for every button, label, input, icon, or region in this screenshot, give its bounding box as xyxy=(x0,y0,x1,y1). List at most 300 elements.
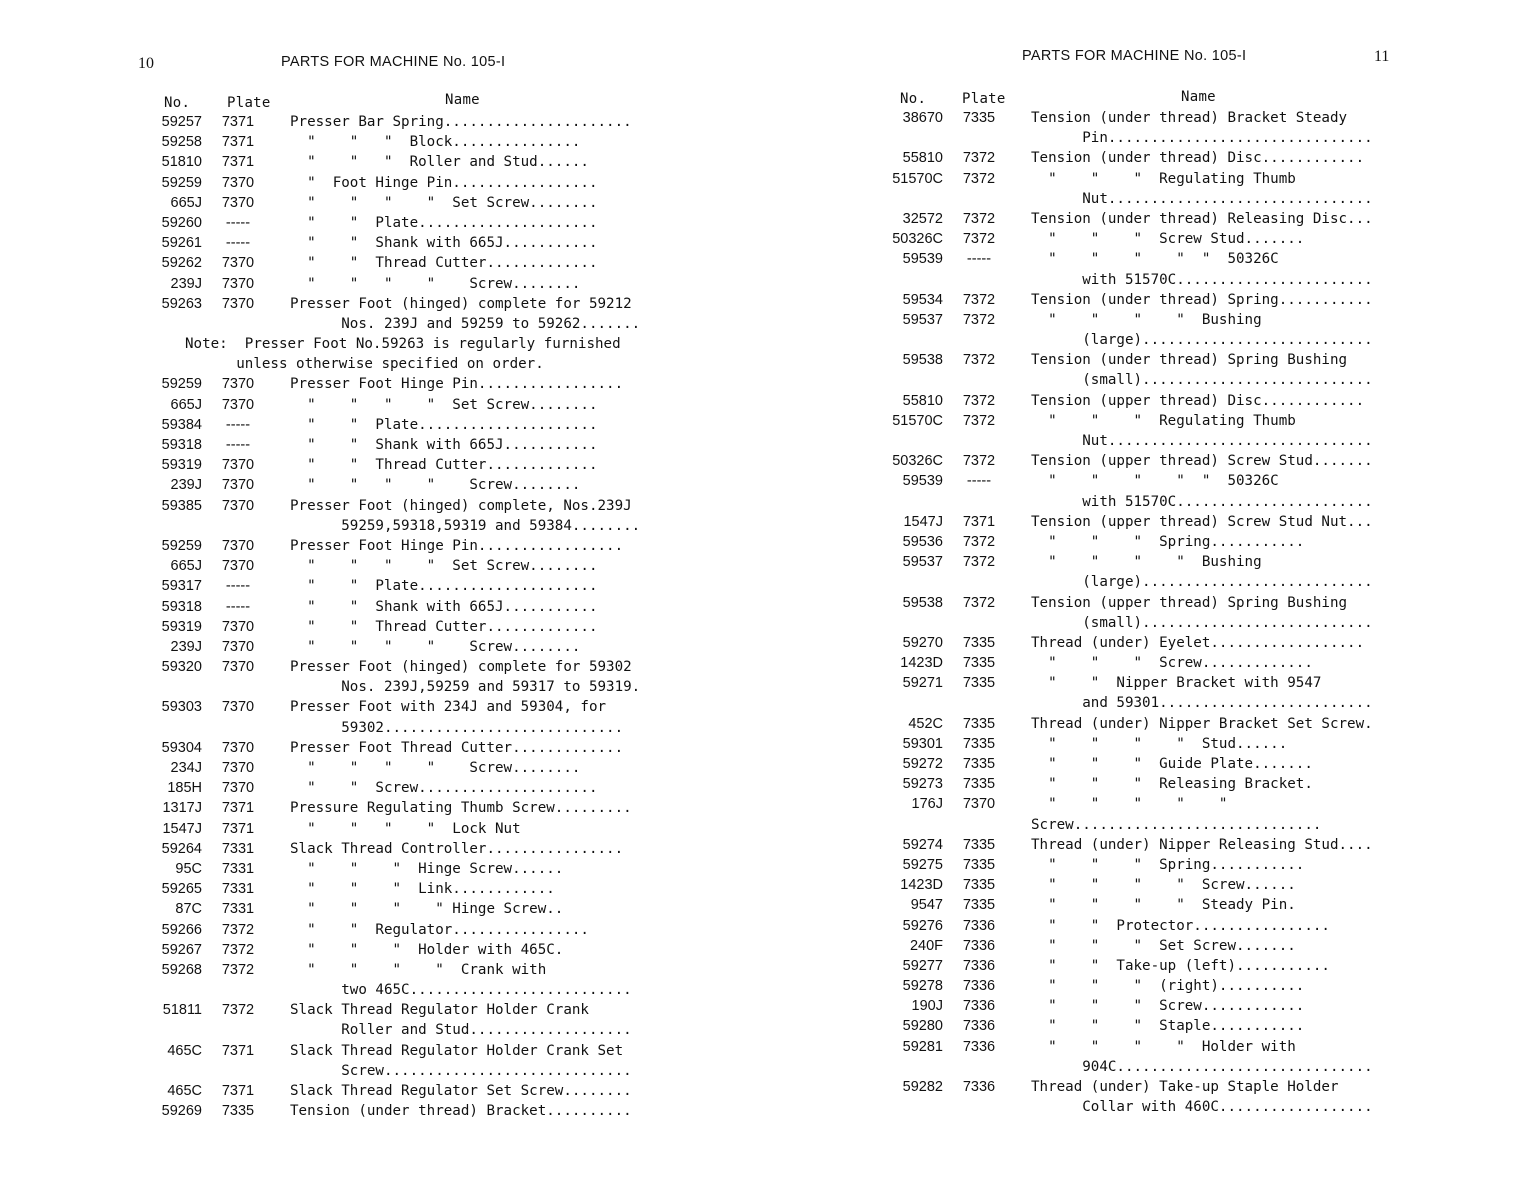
part-name: Slack Thread Regulator Holder Crank xyxy=(290,1002,589,1019)
part-name: " " " Roller and Stud...... xyxy=(290,154,589,171)
table-row xyxy=(881,370,1401,390)
table-row xyxy=(140,1020,700,1040)
table-row xyxy=(881,492,1401,512)
table-row xyxy=(881,1057,1401,1077)
part-name: " " " Screw............. xyxy=(1031,655,1313,672)
part-number: 59304 xyxy=(161,739,202,756)
plate-number: 7370 xyxy=(221,659,255,676)
part-number: 59318 xyxy=(161,598,202,615)
plate-number: 7370 xyxy=(221,396,255,413)
part-number: 50326C xyxy=(892,453,943,470)
part-number: 59280 xyxy=(902,1018,943,1035)
part-name: " " " Spring........... xyxy=(1031,856,1305,873)
part-name: Roller and Stud................... xyxy=(290,1022,632,1039)
part-number: 59537 xyxy=(902,554,943,571)
part-name: " " " Screw............ xyxy=(1031,998,1305,1015)
part-name: (large)........................... xyxy=(1031,332,1373,349)
table-row xyxy=(881,734,1401,754)
part-number: 59384 xyxy=(161,416,202,433)
table-row xyxy=(140,556,700,576)
plate-number: 7331 xyxy=(221,901,255,918)
table-row xyxy=(881,794,1401,814)
part-name: " " " Spring........... xyxy=(1031,533,1305,550)
part-number: 59277 xyxy=(902,957,943,974)
part-name: Slack Thread Regulator Set Screw........ xyxy=(290,1083,632,1099)
table-row xyxy=(881,693,1401,713)
part-number: 59539 xyxy=(902,251,943,268)
part-name: " " " Link............ xyxy=(290,881,555,898)
table-row xyxy=(140,940,700,960)
part-name: Tension (upper thread) Spring Bushing xyxy=(1031,594,1348,611)
table-row xyxy=(881,189,1401,209)
table-row xyxy=(140,314,700,334)
table-row xyxy=(881,128,1401,148)
plate-number: 7372 xyxy=(221,961,255,978)
part-number: 32572 xyxy=(902,210,943,227)
part-name: " " " " Bushing xyxy=(1031,311,1262,328)
table-row xyxy=(881,108,1401,128)
part-name: Tension (under thread) Spring Bushing xyxy=(1031,352,1348,369)
part-number: 59265 xyxy=(161,881,202,898)
part-number: 59303 xyxy=(161,699,202,716)
part-name: " " " " Stud...... xyxy=(1031,735,1288,752)
part-number: 1423D xyxy=(900,655,943,672)
table-row xyxy=(140,920,700,940)
part-name: Presser Foot Hinge Pin................. xyxy=(290,537,624,554)
parts-list xyxy=(140,112,700,1121)
plate-number: 7336 xyxy=(962,937,996,954)
part-name: " " " " Lock Nut xyxy=(290,820,521,837)
part-number: 452C xyxy=(908,715,943,732)
plate-number: 7335 xyxy=(962,655,996,672)
part-name: " " " " " 50326C xyxy=(1031,473,1279,490)
table-row xyxy=(140,738,700,758)
part-number: 59260 xyxy=(161,214,202,231)
part-name: " " Shank with 665J........... xyxy=(290,437,598,453)
part-name: " " " " Crank with xyxy=(290,961,547,978)
table-row xyxy=(881,633,1401,653)
table-row xyxy=(881,714,1401,734)
part-name: with 51570C....................... xyxy=(1031,493,1373,510)
part-name: " " " " Set Screw........ xyxy=(290,558,598,575)
part-number: 465C xyxy=(167,1083,202,1099)
table-row xyxy=(881,855,1401,875)
part-name: " Foot Hinge Pin................. xyxy=(290,174,598,191)
column-header-no: No. xyxy=(164,95,191,111)
part-name: " " Protector................ xyxy=(1031,917,1330,934)
table-row xyxy=(140,597,700,617)
part-name: Thread (under) Take-up Staple Holder xyxy=(1031,1079,1339,1095)
part-name: and 59301......................... xyxy=(1031,695,1373,712)
part-number: 59301 xyxy=(902,735,943,752)
table-row xyxy=(881,653,1401,673)
part-name: 59259,59318,59319 and 59384........ xyxy=(290,517,641,534)
part-name: " " Plate..................... xyxy=(290,416,598,433)
table-row xyxy=(140,637,700,657)
part-name: " " " " " 50326C xyxy=(1031,251,1279,268)
table-row xyxy=(140,516,700,536)
part-number: 59272 xyxy=(902,756,943,772)
part-number: 51811 xyxy=(162,1002,202,1019)
plate-number: ----- xyxy=(966,251,992,268)
table-row xyxy=(140,395,700,415)
table-row xyxy=(140,233,700,253)
table-row xyxy=(140,819,700,839)
table-row xyxy=(140,980,700,1000)
plate-number: 7336 xyxy=(962,978,996,995)
table-row xyxy=(881,835,1401,855)
part-name: Pin............................... xyxy=(1031,130,1373,147)
plate-number: 7370 xyxy=(221,457,255,474)
plate-number: 7372 xyxy=(221,941,255,958)
part-number: 240F xyxy=(909,937,943,954)
plate-number: 7370 xyxy=(221,174,255,191)
plate-number: ----- xyxy=(225,598,251,615)
part-name: two 465C.......................... xyxy=(290,982,632,999)
table-row xyxy=(881,613,1401,633)
part-name: unless otherwise specified on order. xyxy=(185,356,544,373)
table-row xyxy=(881,754,1401,774)
part-name: " " Shank with 665J........... xyxy=(290,598,598,615)
plate-number: 7370 xyxy=(221,275,255,292)
part-name: " " Thread Cutter............. xyxy=(290,457,598,474)
table-row xyxy=(881,148,1401,168)
plate-number: 7372 xyxy=(962,554,996,571)
part-name: " " Nipper Bracket with 9547 xyxy=(1031,675,1322,692)
table-row xyxy=(140,758,700,778)
part-number: 51810 xyxy=(161,154,202,171)
plate-number: 7370 xyxy=(221,537,255,554)
table-row xyxy=(140,496,700,516)
note-line xyxy=(140,354,700,374)
parts-list xyxy=(881,108,1401,1117)
plate-number: 7372 xyxy=(962,392,996,409)
table-row xyxy=(140,617,700,637)
part-number: 55810 xyxy=(902,392,943,409)
part-name: Slack Thread Regulator Holder Crank Set xyxy=(290,1042,624,1059)
table-row xyxy=(140,455,700,475)
table-row xyxy=(140,132,700,152)
table-row xyxy=(140,718,700,738)
plate-number: 7371 xyxy=(221,1083,255,1099)
part-number: 9547 xyxy=(910,897,943,914)
part-name: Nut............................... xyxy=(1031,433,1373,449)
part-name: Nut............................... xyxy=(1031,190,1373,207)
part-number: 59538 xyxy=(902,352,943,369)
part-name: Tension (under thread) Bracket Steady xyxy=(1031,110,1348,126)
part-name: (large)........................... xyxy=(1031,574,1373,591)
page-number: 11 xyxy=(1374,48,1390,65)
part-name: (small)........................... xyxy=(1031,372,1373,389)
part-name: Tension (upper thread) Disc............ xyxy=(1031,392,1365,409)
plate-number: 7372 xyxy=(962,412,996,429)
table-row xyxy=(881,249,1401,269)
part-number: 59320 xyxy=(161,659,202,676)
plate-number: 7335 xyxy=(962,897,996,914)
part-number: 59318 xyxy=(161,437,202,453)
table-row xyxy=(140,879,700,899)
table-row xyxy=(140,193,700,213)
table-row xyxy=(881,572,1401,592)
table-row xyxy=(140,213,700,233)
part-name: " " " Hinge Screw...... xyxy=(290,860,564,877)
plate-number: 7335 xyxy=(962,735,996,752)
plate-number: 7370 xyxy=(962,796,996,813)
part-name: Presser Foot with 234J and 59304, for xyxy=(290,699,607,716)
plate-number: 7372 xyxy=(962,352,996,369)
plate-number: 7335 xyxy=(962,634,996,651)
part-name: " " Regulator................ xyxy=(290,921,589,938)
table-row xyxy=(881,471,1401,491)
part-name: " " " Releasing Bracket. xyxy=(1031,776,1313,793)
plate-number: 7336 xyxy=(962,1018,996,1035)
plate-number: 7372 xyxy=(221,921,255,938)
table-row xyxy=(140,294,700,314)
plate-number: 7336 xyxy=(962,1079,996,1095)
part-number: 59269 xyxy=(161,1103,202,1120)
plate-number: 7371 xyxy=(221,114,255,130)
part-name: " " Thread Cutter............. xyxy=(290,255,598,272)
part-number: 59267 xyxy=(161,941,202,958)
part-number: 59273 xyxy=(902,776,943,793)
part-number: 59317 xyxy=(161,578,202,595)
part-name: " " " " Screw...... xyxy=(1031,877,1296,894)
table-row xyxy=(881,411,1401,431)
part-number: 239J xyxy=(170,275,202,292)
plate-number: 7370 xyxy=(221,780,255,797)
table-row xyxy=(140,112,700,132)
plate-number: 7335 xyxy=(962,715,996,732)
part-name: Tension (upper thread) Screw Stud....... xyxy=(1031,453,1373,470)
page-number: 10 xyxy=(138,55,154,72)
plate-number: 7372 xyxy=(962,210,996,227)
plate-number: 7370 xyxy=(221,618,255,635)
table-row xyxy=(881,451,1401,471)
part-number: 59281 xyxy=(902,1038,943,1055)
part-name: Tension (under thread) Disc............ xyxy=(1031,150,1365,167)
part-name: Tension (under thread) Spring........... xyxy=(1031,291,1373,308)
part-number: 59261 xyxy=(161,235,202,252)
part-name: " " " Screw Stud....... xyxy=(1031,231,1305,248)
table-row xyxy=(881,956,1401,976)
table-row xyxy=(140,960,700,980)
part-number: 59268 xyxy=(161,961,202,978)
part-number: 59264 xyxy=(161,840,202,857)
part-number: 87C xyxy=(175,901,202,918)
part-number: 51570C xyxy=(892,412,943,429)
plate-number: 7331 xyxy=(221,860,255,877)
part-number: 59276 xyxy=(902,917,943,934)
part-name: Pressure Regulating Thumb Screw......... xyxy=(290,800,632,817)
plate-number: 7371 xyxy=(221,134,255,151)
part-name: Thread (under) Nipper Bracket Set Screw. xyxy=(1031,715,1373,732)
table-row xyxy=(881,310,1401,330)
table-row xyxy=(140,1000,700,1020)
plate-number: 7372 xyxy=(962,453,996,470)
part-name: Slack Thread Controller................ xyxy=(290,840,624,857)
table-row xyxy=(140,253,700,273)
part-name: " " " Staple........... xyxy=(1031,1018,1305,1035)
table-row xyxy=(881,290,1401,310)
part-name: Collar with 460C.................. xyxy=(1031,1099,1373,1116)
part-name: Nos. 239J and 59259 to 59262....... xyxy=(290,315,641,332)
plate-number: 7336 xyxy=(962,1038,996,1055)
part-name: Screw............................. xyxy=(290,1062,632,1079)
part-number: 59538 xyxy=(902,594,943,611)
plate-number: 7335 xyxy=(962,756,996,772)
plate-number: 7370 xyxy=(221,558,255,575)
part-number: 239J xyxy=(170,477,202,494)
part-name: " " " " Screw........ xyxy=(290,638,581,655)
table-row xyxy=(140,1101,700,1121)
column-header-plate: Plate xyxy=(227,95,271,111)
plate-number: ----- xyxy=(225,437,251,453)
part-name: " " " " " xyxy=(1031,796,1228,813)
column-header-plate: Plate xyxy=(962,91,1006,107)
plate-number: ----- xyxy=(225,214,251,231)
part-name: " " " Block............... xyxy=(290,134,581,151)
part-name: Presser Bar Spring...................... xyxy=(290,114,632,130)
part-name: with 51570C....................... xyxy=(1031,271,1373,288)
plate-number: 7371 xyxy=(221,1042,255,1059)
plate-number: 7370 xyxy=(221,376,255,393)
plate-number: 7370 xyxy=(221,739,255,756)
part-name: Presser Foot Thread Cutter............. xyxy=(290,739,624,756)
part-name: Screw............................. xyxy=(1031,816,1322,833)
table-row xyxy=(881,209,1401,229)
part-number: 59262 xyxy=(161,255,202,272)
part-name: Note: Presser Foot No.59263 is regularly furnished xyxy=(185,336,621,353)
part-number: 59258 xyxy=(161,134,202,151)
part-name: " " Plate..................... xyxy=(290,214,598,231)
part-number: 59319 xyxy=(161,618,202,635)
table-row xyxy=(140,374,700,394)
part-number: 234J xyxy=(170,760,202,776)
plate-number: 7370 xyxy=(221,194,255,211)
plate-number: ----- xyxy=(225,235,251,252)
table-row xyxy=(881,673,1401,693)
plate-number: 7370 xyxy=(221,255,255,272)
table-row xyxy=(881,270,1401,290)
table-row xyxy=(881,431,1401,451)
part-name: Presser Foot (hinged) complete for 59302 xyxy=(290,659,632,676)
table-row xyxy=(140,274,700,294)
plate-number: 7335 xyxy=(962,675,996,692)
plate-number: ----- xyxy=(225,578,251,595)
part-number: 665J xyxy=(170,396,202,413)
plate-number: ----- xyxy=(225,416,251,433)
part-name: Thread (under) Eyelet.................. xyxy=(1031,634,1365,651)
part-name: Nos. 239J,59259 and 59317 to 59319. xyxy=(290,679,641,696)
part-number: 1317J xyxy=(162,800,202,817)
part-number: 50326C xyxy=(892,231,943,248)
part-name: Tension (under thread) Bracket.......... xyxy=(290,1103,632,1120)
table-row xyxy=(881,916,1401,936)
part-name: Tension (under thread) Releasing Disc... xyxy=(1031,210,1373,227)
table-row xyxy=(881,593,1401,613)
part-name: " " " Holder with 465C. xyxy=(290,941,564,958)
part-number: 59266 xyxy=(161,921,202,938)
part-name: 59302............................ xyxy=(290,719,624,736)
table-row xyxy=(140,536,700,556)
plate-number: 7331 xyxy=(221,881,255,898)
plate-number: 7370 xyxy=(221,760,255,776)
part-name: " " " Regulating Thumb xyxy=(1031,412,1296,429)
part-name: " " Take-up (left)........... xyxy=(1031,957,1330,974)
part-number: 465C xyxy=(167,1042,202,1059)
plate-number: 7371 xyxy=(962,513,996,530)
part-number: 1423D xyxy=(900,877,943,894)
plate-number: 7336 xyxy=(962,957,996,974)
plate-number: 7370 xyxy=(221,295,255,312)
table-row xyxy=(881,350,1401,370)
part-number: 59282 xyxy=(902,1079,943,1095)
plate-number: 7372 xyxy=(962,533,996,550)
part-number: 59274 xyxy=(902,836,943,853)
part-name: " " " " Hinge Screw.. xyxy=(290,901,564,918)
part-number: 59263 xyxy=(161,295,202,312)
part-number: 95C xyxy=(175,860,202,877)
table-row xyxy=(881,895,1401,915)
part-name: " " Plate..................... xyxy=(290,578,598,595)
table-row xyxy=(140,576,700,596)
table-row xyxy=(881,169,1401,189)
part-number: 59534 xyxy=(902,291,943,308)
part-name: " " " Regulating Thumb xyxy=(1031,170,1296,187)
table-row xyxy=(881,1037,1401,1057)
plate-number: 7371 xyxy=(221,800,255,817)
part-number: 59257 xyxy=(161,114,202,130)
table-row xyxy=(140,415,700,435)
column-header-name: Name xyxy=(445,92,480,108)
table-row xyxy=(881,532,1401,552)
page-title: PARTS FOR MACHINE No. 105-I xyxy=(281,54,506,70)
part-number: 190J xyxy=(911,998,943,1015)
plate-number: 7372 xyxy=(962,150,996,167)
plate-number: 7370 xyxy=(221,477,255,494)
part-name: Tension (upper thread) Screw Stud Nut... xyxy=(1031,513,1373,530)
plate-number: 7370 xyxy=(221,497,255,514)
table-row xyxy=(140,173,700,193)
plate-number: ----- xyxy=(966,473,992,490)
plate-number: 7371 xyxy=(221,820,255,837)
part-name: " " " " Steady Pin. xyxy=(1031,897,1296,914)
part-number: 59539 xyxy=(902,473,943,490)
plate-number: 7372 xyxy=(962,311,996,328)
plate-number: 7372 xyxy=(962,291,996,308)
part-number: 59270 xyxy=(902,634,943,651)
plate-number: 7372 xyxy=(221,1002,255,1019)
part-number: 665J xyxy=(170,558,202,575)
note-line xyxy=(140,334,700,354)
part-number: 665J xyxy=(170,194,202,211)
plate-number: 7335 xyxy=(962,110,996,126)
table-row xyxy=(881,774,1401,794)
part-name: Thread (under) Nipper Releasing Stud.... xyxy=(1031,836,1373,853)
plate-number: 7372 xyxy=(962,170,996,187)
right-page xyxy=(757,0,1514,1184)
part-name: Presser Foot (hinged) complete for 59212 xyxy=(290,295,632,312)
part-number: 1547J xyxy=(903,513,943,530)
table-row xyxy=(140,697,700,717)
page-title: PARTS FOR MACHINE No. 105-I xyxy=(1022,48,1247,64)
part-name: " " Screw..................... xyxy=(290,780,598,797)
table-row xyxy=(881,552,1401,572)
table-row xyxy=(140,1081,700,1101)
table-row xyxy=(881,330,1401,350)
part-name: " " " " Screw........ xyxy=(290,760,581,776)
part-number: 59385 xyxy=(161,497,202,514)
